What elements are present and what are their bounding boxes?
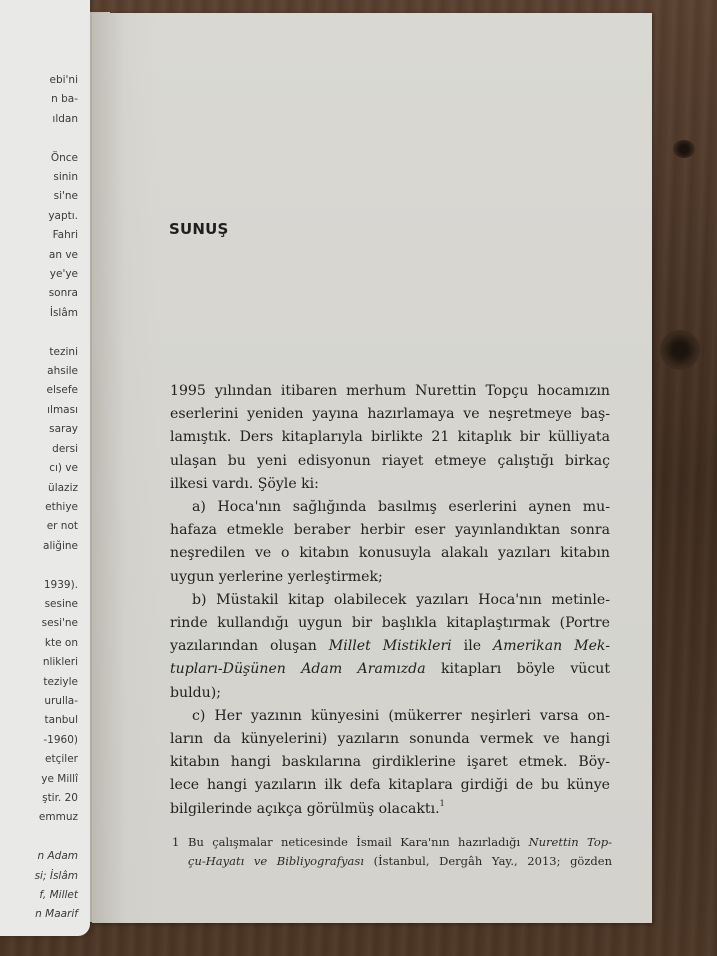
list-item-c: c) Her yazının künyesini (mükerrer neşirleri varsa on- xyxy=(192,707,610,724)
text-line: ülaziz xyxy=(48,481,78,494)
text-line: 1995 yılından itibaren merhum Nurettin Topçu hocamızın xyxy=(170,383,610,399)
text-line: tupları-Düşünen Adam Aramızda kitapları böyle vücut xyxy=(170,661,610,678)
text-line: si'ne xyxy=(53,190,78,203)
text-line: yazılarından oluşan Millet Mistikleri ile Amerikan Mek- xyxy=(170,638,610,655)
text-line: lece hangi yazıların ilk defa kitaplara girdiği de bu künye xyxy=(170,777,610,794)
text-line: ların da künyelerini) yazıların sonunda vermek ve hangi xyxy=(170,731,610,748)
text-line: tezini xyxy=(49,345,78,358)
text-line: lamıştık. Ders kitaplarıyla birlikte 21 kitaplık bir külliyata xyxy=(170,429,610,446)
text-line: kte on xyxy=(44,636,78,649)
text-line: Fahri xyxy=(52,229,78,242)
page-title: SUNUŞ xyxy=(169,220,229,238)
text-line: si; İslâm xyxy=(34,869,78,882)
list-item-b: b) Müstakil kitap olabilecek yazıları Hoca'nın metinle- xyxy=(192,591,610,608)
text-line: dersi xyxy=(48,442,78,455)
left-page xyxy=(0,0,90,936)
book-title: tupları-Düşünen Adam Aramızda xyxy=(170,661,426,678)
text-line: sinin xyxy=(53,171,78,184)
text-line: ulaşan bu yeni edisyonun riayet etmeye çalıştığı birkaç xyxy=(170,452,610,469)
text-line: ethiye xyxy=(45,500,78,513)
book-title: Millet Mistikleri xyxy=(328,638,452,655)
text-line: f, Millet xyxy=(39,889,78,901)
text-line: sesi'ne xyxy=(41,617,78,630)
text-line: aliğine xyxy=(43,539,78,552)
blank-line xyxy=(35,129,78,148)
text-line: rinde kullandığı uygun bir başlıkla kitaplaştırmak (Portre xyxy=(170,615,610,632)
text-line: ilkesi vardı. Şöyle ki: xyxy=(170,475,319,492)
blank-line xyxy=(35,828,78,847)
text-line: kitabın hangi baskılarına girdiklerine işaret etmek. Böy- xyxy=(170,754,610,771)
text-line: ye'ye xyxy=(49,268,78,281)
text-line: teziyle xyxy=(43,675,78,688)
text-line: er not xyxy=(46,520,78,533)
book-title: Amerikan Mek- xyxy=(493,638,610,655)
book-title: çu-Hayatı ve Bibliyografyası xyxy=(188,854,364,868)
text-line: emmuz xyxy=(38,811,78,824)
text-line: bilgilerinde açıkça görülmüş olacaktı.$^1$ xyxy=(170,798,445,817)
text-line: n ba- xyxy=(51,93,78,106)
text-line: an ve xyxy=(48,248,78,261)
footnote-reference[interactable]: 1 xyxy=(439,798,445,808)
footnote-line: Bu çalışmalar neticesinde İsmail Kara'nın hazırladığı Nurettin Top- xyxy=(188,835,612,849)
text-line: ıldan xyxy=(52,112,78,125)
text-line: İslâm xyxy=(49,306,78,319)
text-line: n Adam xyxy=(37,850,78,863)
wood-knot xyxy=(660,330,700,370)
footnote-line: çu-Hayatı ve Bibliyografyası (İstanbul, Dergâh Yay., 2013; gözden xyxy=(188,854,612,868)
wood-knot xyxy=(673,140,695,158)
text-line: ye Millî xyxy=(41,772,78,785)
blank-line xyxy=(35,556,78,575)
left-page-text-column xyxy=(35,71,78,925)
book-title: Nurettin Top- xyxy=(528,835,612,849)
text-line: yaptı. xyxy=(48,209,78,222)
text-line: etçiler xyxy=(45,753,78,766)
text-line: ahsile xyxy=(47,365,78,378)
text-line: hafaza etmekle beraber herbir eser yayınlandıktan sonra xyxy=(170,522,610,539)
text-line: urulla- xyxy=(44,694,78,707)
right-page xyxy=(92,13,652,923)
list-item-a: a) Hoca'nın sağlığında basılmış eserlerini aynen mu- xyxy=(192,499,610,516)
text-line: n Maarif xyxy=(35,908,78,921)
footnote xyxy=(172,833,612,871)
text-line: eserlerini yeniden yayına hazırlamaya ve neşretmeye baş- xyxy=(170,406,610,423)
text-line: nlikleri xyxy=(42,656,78,669)
text-line: ebi'ni xyxy=(49,74,78,86)
text-line: uygun yerlerine yerleştirmek; xyxy=(170,568,383,585)
blank-line xyxy=(35,323,78,342)
text-line: cı) ve xyxy=(49,462,78,475)
text-line: tanbul xyxy=(44,714,78,727)
text-line: -1960) xyxy=(43,733,78,746)
text-line: neşredilen ve o kitabın konusuyla alakalı yazıları kitabın xyxy=(170,545,610,562)
text-line: ılması xyxy=(47,403,78,416)
text-line: saray xyxy=(49,423,78,436)
text-line: buldu); xyxy=(170,684,221,701)
text-line: sonra xyxy=(48,287,78,300)
text-line: sesine xyxy=(44,597,78,610)
footnote-number: 1 xyxy=(172,835,180,849)
text-line: Önce xyxy=(50,151,78,164)
text-line: ştir. 20 xyxy=(42,791,78,804)
body-text xyxy=(170,380,610,821)
text-line: elsefe xyxy=(46,384,78,397)
text-line: 1939). xyxy=(43,578,78,591)
